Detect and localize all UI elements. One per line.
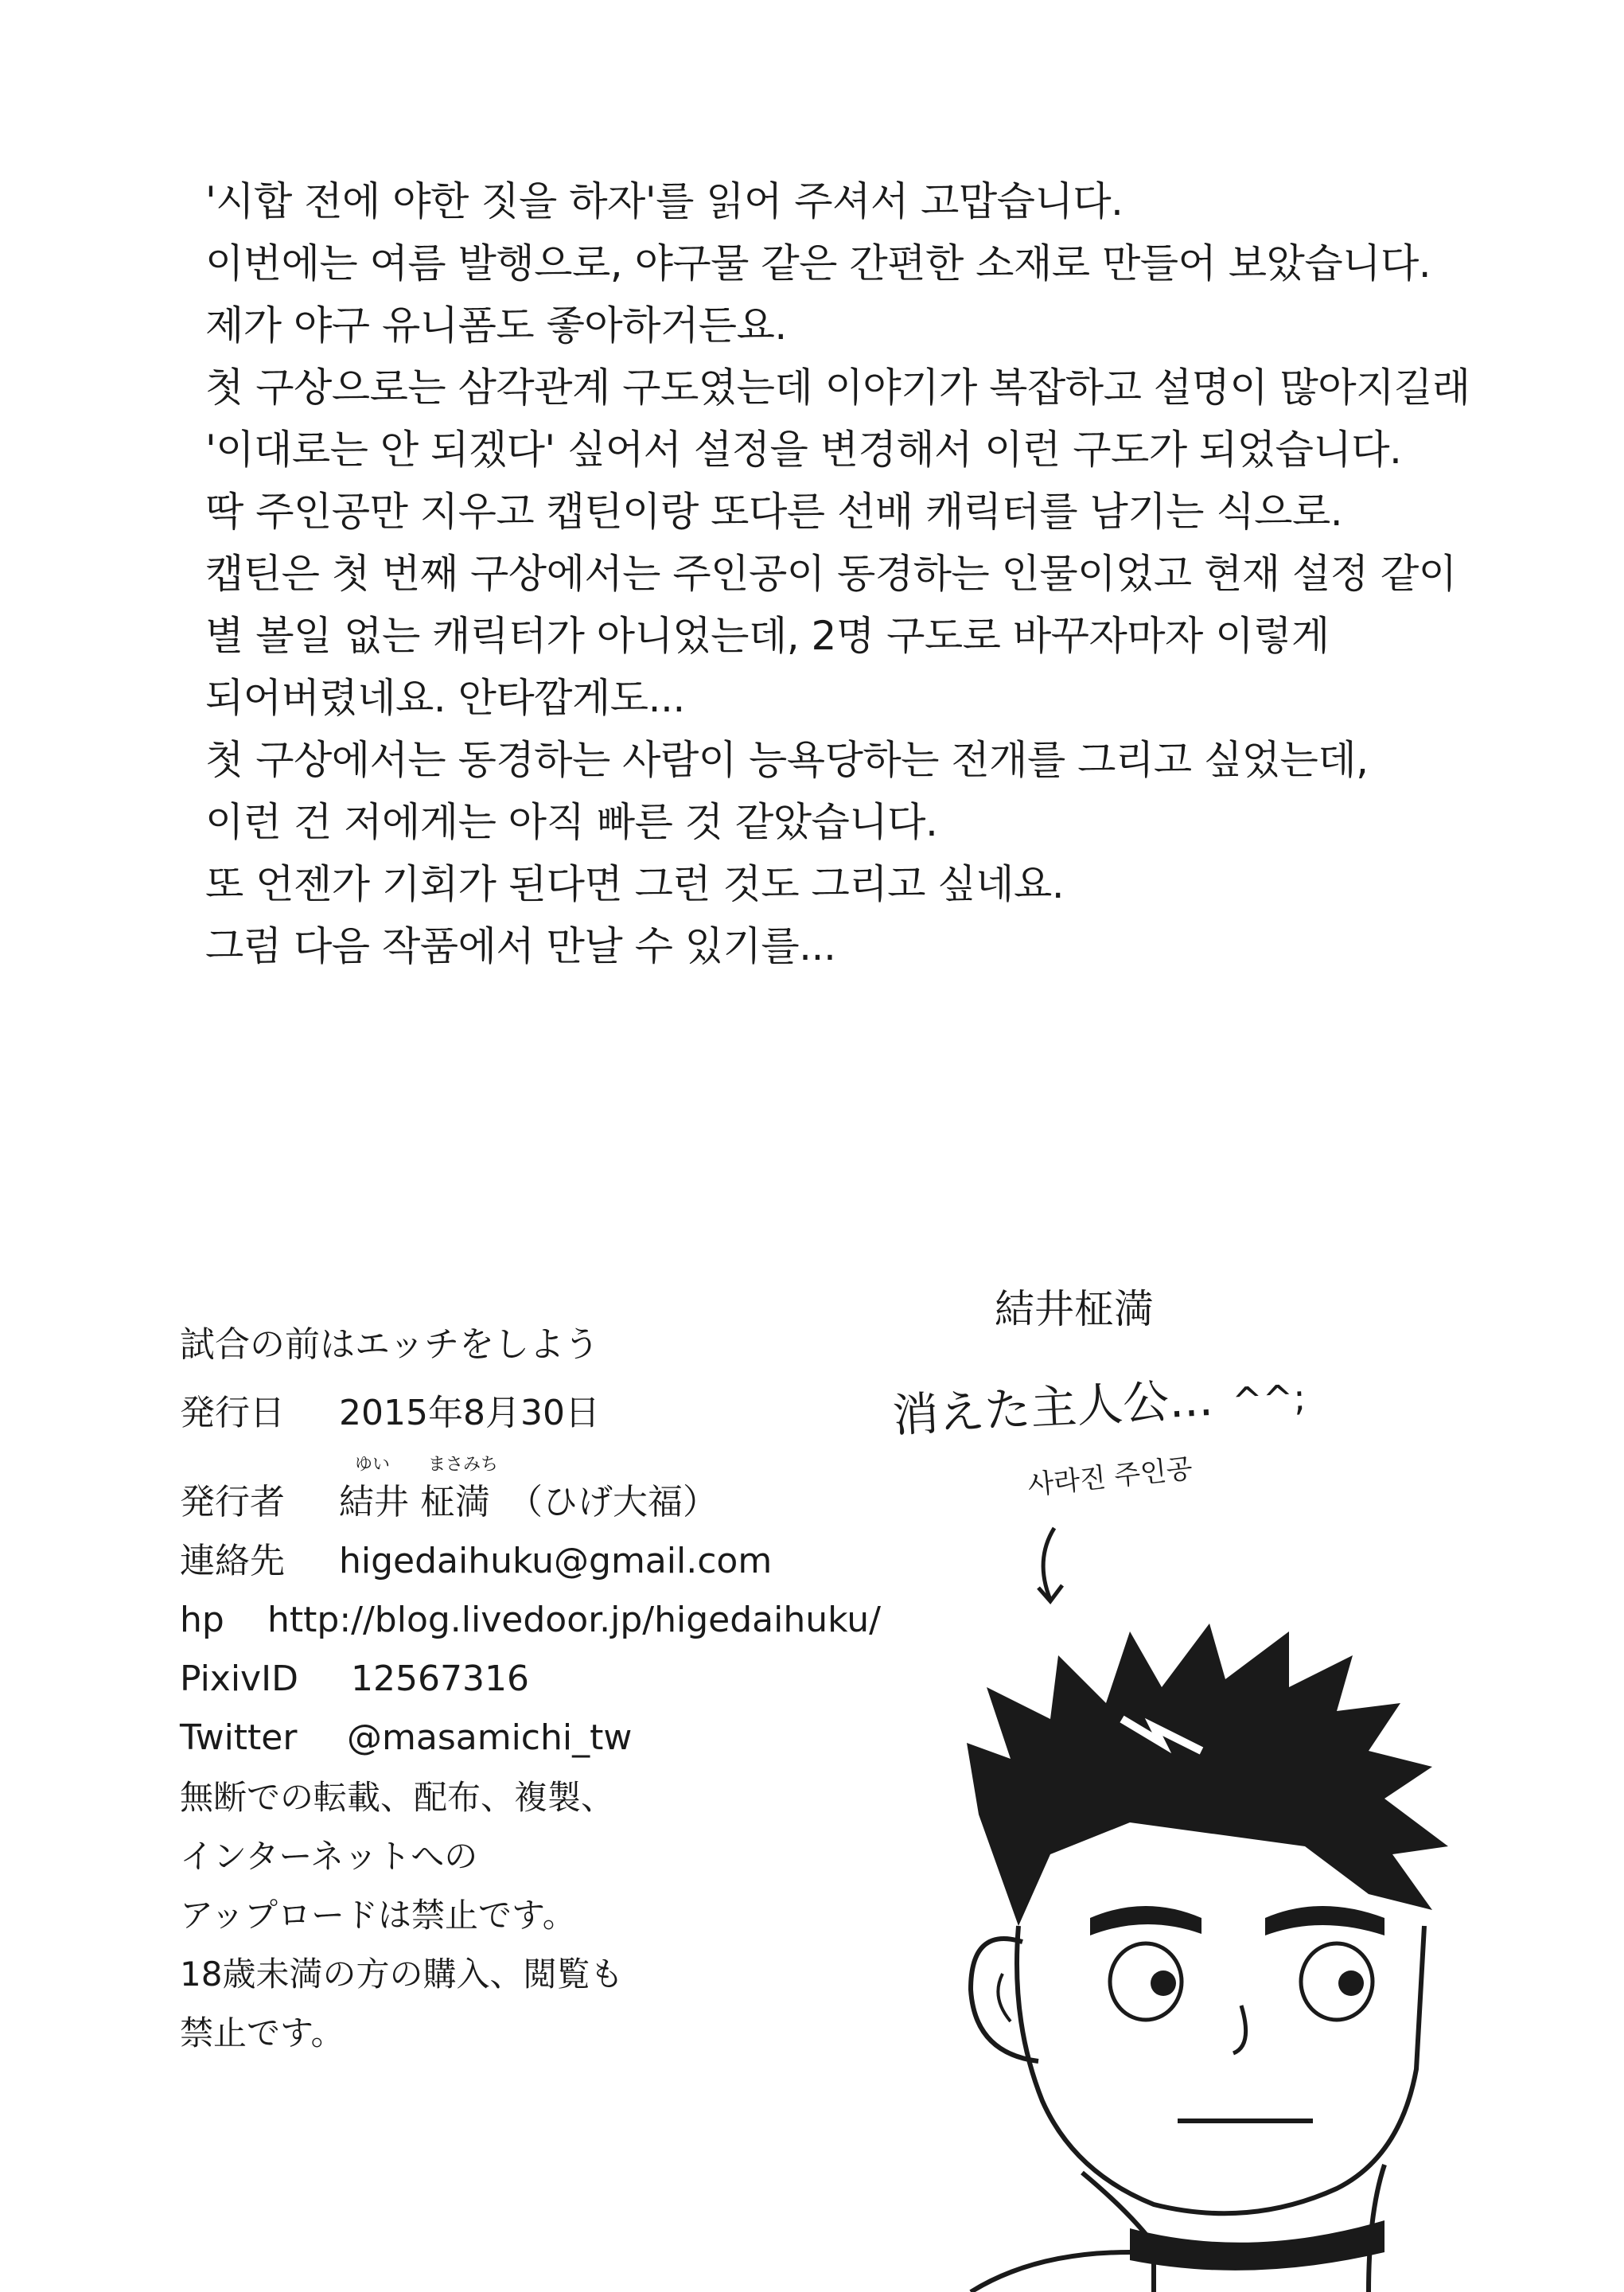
afterword-line: 첫 구상으로는 삼각관계 구도였는데 이야기가 복잡하고 설명이 많아지길래	[205, 364, 1470, 411]
afterword-text	[205, 178, 1510, 988]
afterword-line: 그럼 다음 작품에서 만날 수 있기를...	[205, 923, 836, 969]
author-signature: 結井柾満	[995, 1286, 1154, 1332]
contact-email-link[interactable]: higedaihuku@gmail.com	[339, 1541, 773, 1581]
publisher-label: 発行者	[180, 1482, 285, 1522]
contact-label: 連絡先	[180, 1541, 285, 1581]
pixiv-id: 12567316	[351, 1659, 529, 1699]
publish-date-row	[180, 1393, 976, 1455]
publisher-ruby: ゆい	[355, 1455, 391, 1475]
right-eyebrow	[1265, 1906, 1384, 1935]
homepage-row	[180, 1600, 976, 1662]
twitter-handle[interactable]: @masamichi_tw	[347, 1717, 633, 1758]
afterword-line: 이번에는 여름 발행으로, 야구물 같은 간편한 소재로 만들어 보았습니다.	[205, 240, 1431, 286]
homepage-link[interactable]: http://blog.livedoor.jp/higedaihuku/	[267, 1600, 881, 1640]
face-outline	[1017, 1926, 1424, 2213]
afterword-line: '이대로는 안 되겠다' 싶어서 설정을 변경해서 이런 구도가 되었습니다.	[205, 427, 1402, 473]
book-title: 試合の前はエッチをしよう	[180, 1324, 600, 1365]
colophon	[180, 1324, 976, 1779]
left-pupil	[1151, 1970, 1176, 1996]
nose	[1233, 2005, 1246, 2053]
twitter-label: Twitter	[180, 1717, 298, 1758]
caption-jp-text: 消えた主人公...	[890, 1371, 1215, 1443]
afterword-line: 이런 건 저에게는 아직 빠른 것 같았습니다.	[205, 799, 938, 845]
character-sketch	[891, 1369, 1496, 2292]
pixiv-row	[180, 1659, 976, 1721]
right-pupil	[1338, 1970, 1364, 1996]
publisher-name-with-ruby	[339, 1456, 896, 1544]
afterword-line: 딱 주인공만 지우고 캡틴이랑 또다른 선배 캐릭터를 남기는 식으로.	[205, 489, 1343, 535]
afterword-line: '시합 전에 야한 짓을 하자'를 읽어 주셔서 고맙습니다.	[205, 178, 1124, 224]
pixiv-label: PixivID	[180, 1659, 298, 1699]
copyright-notice	[180, 1778, 624, 2076]
left-eyebrow	[1090, 1906, 1201, 1935]
afterword-line: 별 볼일 없는 캐릭터가 아니었는데, 2명 구도로 바꾸자마자 이렇게	[205, 613, 1330, 659]
caption-arrow	[1043, 1528, 1054, 1600]
twitter-row	[180, 1717, 976, 1779]
notice-line: 無断での転載、配布、複製、	[180, 1778, 615, 1817]
publisher-value: 結井 柾満 （ひげ大福）	[339, 1482, 718, 1522]
shoulder-line	[971, 2252, 1130, 2292]
hair-shape	[967, 1624, 1448, 1926]
afterword-line: 캡틴은 첫 번째 구상에서는 주인공이 동경하는 인물이었고 현재 설정 같이	[205, 551, 1457, 597]
contact-row	[180, 1541, 976, 1603]
afterword-line: 또 언젠가 기회가 된다면 그런 것도 그리고 싶네요.	[205, 861, 1065, 907]
notice-line: 禁止です。	[180, 2013, 345, 2052]
uniform-collar	[1130, 2220, 1384, 2271]
afterword-line: 제가 야구 유니폼도 좋아하거든요.	[205, 302, 787, 349]
art-caption-korean: 사라진 주인공	[1026, 1452, 1194, 1502]
publisher-ruby: まさみち	[428, 1455, 499, 1475]
ear	[971, 1939, 1038, 2061]
notice-line: 18歳未満の方の購入、閲覧も	[180, 1955, 624, 1994]
character-drawing	[891, 1369, 1496, 2292]
afterword-line: 첫 구상에서는 동경하는 사람이 능욕당하는 전개를 그리고 싶었는데,	[205, 737, 1369, 783]
homepage-label: hp	[180, 1600, 224, 1640]
arrow-head	[1038, 1585, 1062, 1601]
caption-deco: ^^;	[1231, 1375, 1307, 1423]
notice-line: アップロードは禁止です。	[180, 1896, 576, 1935]
ear-inner	[998, 1974, 1011, 2021]
afterword-line: 되어버렸네요. 안타깝게도...	[205, 675, 685, 721]
publisher-row	[180, 1455, 976, 1544]
notice-line: インターネットへの	[180, 1837, 478, 1876]
publish-date-label: 発行日	[180, 1393, 285, 1433]
publish-date-value: 2015年8月30日	[339, 1393, 600, 1433]
